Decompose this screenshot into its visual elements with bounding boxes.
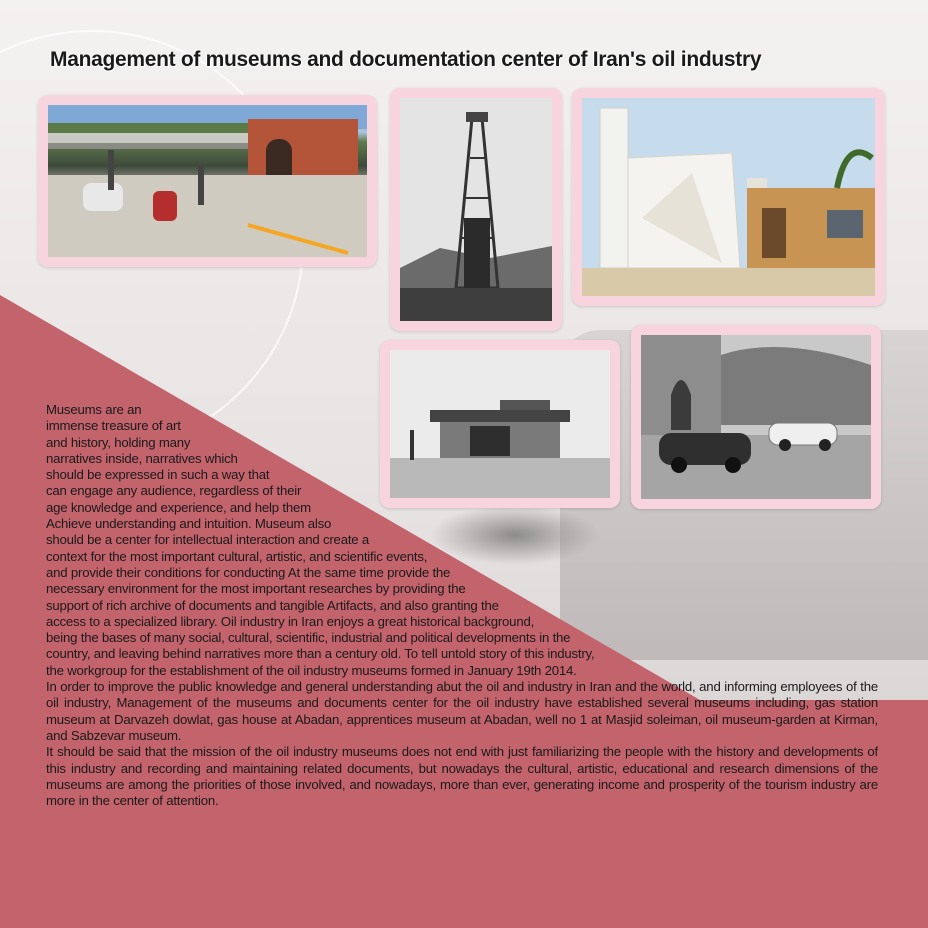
intro-line: context for the most important cultural, artistic, and scientific events,	[46, 548, 428, 564]
intro-line: being the bases of many social, cultural, scientific, industrial and political developments in the	[46, 630, 571, 646]
intro-line: immense treasure of art	[46, 418, 181, 434]
intro-line: should be expressed in such a way that	[46, 467, 270, 483]
intro-line: the workgroup for the establishment of the oil industry museums formed in January 19th 2014.	[46, 662, 577, 678]
museum-garden-entrance-photo	[572, 88, 885, 306]
gas-station-illustration	[48, 105, 367, 257]
body-text	[46, 402, 878, 809]
intro-line: age knowledge and experience, and help them	[46, 499, 311, 515]
intro-line: should be a center for intellectual interaction and create a	[46, 532, 370, 548]
oil-derrick-photo	[390, 88, 562, 331]
intro-line: Achieve understanding and intuition. Museum also	[46, 516, 332, 532]
intro-line: support of rich archive of documents and tangible Artifacts, and also granting the	[46, 597, 499, 613]
mission-paragraph: It should be said that the mission of the oil industry museums does not end with just familiarizing the people with the history and developments of this industry and recording and maintaining related documents, but nowadays the cultural, artistic, educational and research dimensions of the museums are among the priorities of those involved, and nowadays, more than ever, generating income and prosperity of the tourism industry are more in the center of attention.	[46, 744, 878, 809]
intro-line: Museums are an	[46, 402, 142, 417]
intro-line: access to a specialized library. Oil industry in Iran enjoys a great historical background,	[46, 613, 535, 629]
intro-paragraph	[46, 402, 878, 679]
intro-line: can engage any audience, regardless of their	[46, 483, 302, 499]
museums-paragraph: In order to improve the public knowledge and general understanding abut the oil and industry in Iran and the world, and informing employees of the oil industry, Management of the museums and documents center for the oil industry have established several museums including, gas station museum at Darvazeh dowlat, gas house at Abadan, apprentices museum at Abadan, well no 1 at Masjid soleiman, oil museum-garden at Kirman, and Sabzevar museum.	[46, 679, 878, 743]
gas-station-museum-photo	[38, 95, 377, 267]
page-title: Management of museums and documentation center of Iran's oil industry	[50, 48, 762, 71]
intro-line: narratives inside, narratives which	[46, 450, 238, 466]
derrick-illustration	[400, 98, 552, 321]
intro-line: necessary environment for the most important researches by providing the	[46, 581, 466, 597]
intro-line: country, and leaving behind narratives more than a century old. To tell untold story of this industry,	[46, 646, 595, 662]
intro-line: and provide their conditions for conducting At the same time provide the	[46, 564, 451, 580]
entrance-illustration	[582, 98, 875, 296]
intro-line: and history, holding many	[46, 434, 191, 450]
